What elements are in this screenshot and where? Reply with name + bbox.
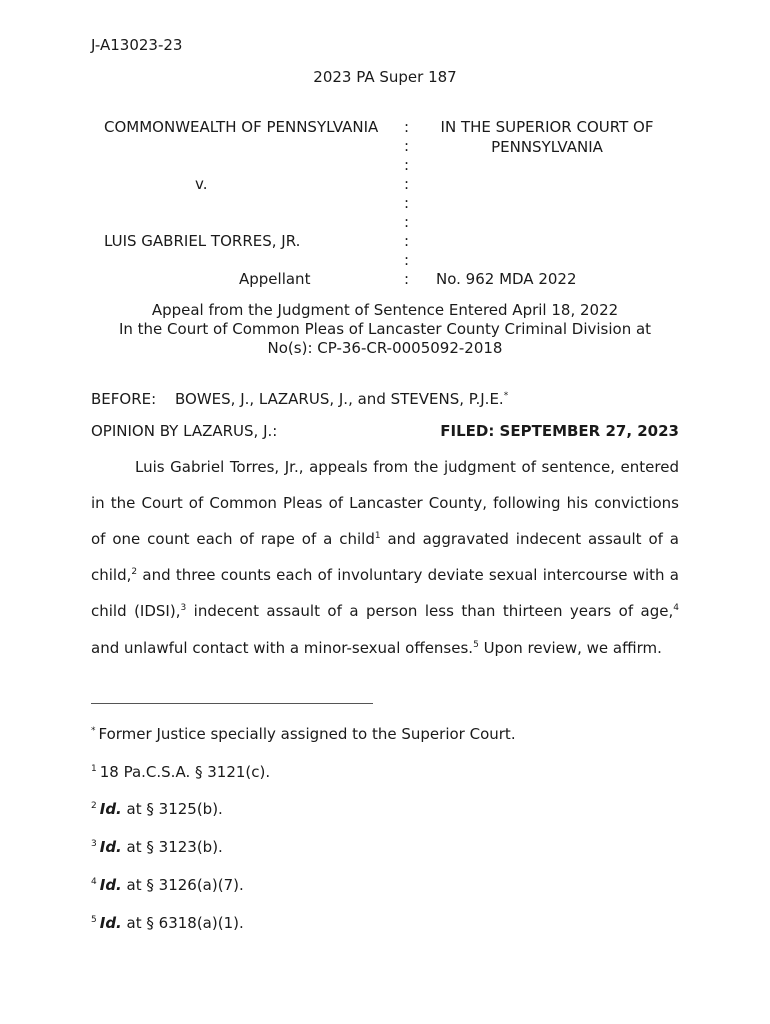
footnote: $^2$ Id. at § 3125(b). xyxy=(91,800,223,818)
caption-court-line1: IN THE SUPERIOR COURT OF xyxy=(440,118,654,136)
body-line: of one count each of rape of a child$^1$ and aggravated indecent assault of a xyxy=(91,530,679,548)
body-line: child,$^2$ and three counts each of involuntary deviate sexual intercourse with a xyxy=(91,566,679,584)
caption-colon: : xyxy=(404,251,410,269)
footnote: $^5$ Id. at § 6318(a)(1). xyxy=(91,914,244,932)
footnote-marker: * xyxy=(503,391,509,401)
judges-text: BOWES, J., LAZARUS, J., and STEVENS, P.J.E. xyxy=(175,390,504,408)
footnote-ref: 1 xyxy=(374,531,381,541)
caption-colon: : xyxy=(404,137,410,155)
footnote: $^1$ 18 Pa.C.S.A. § 3121(c). xyxy=(91,763,271,781)
before-label: BEFORE: xyxy=(91,390,157,408)
footnote: * Former Justice specially assigned to the Superior Court. xyxy=(91,725,516,743)
appeal-line1: Appeal from the Judgment of Sentence Entered April 18, 2022 xyxy=(151,301,619,319)
body-line: and unlawful contact with a minor-sexual offenses.$^5$ Upon review, we affirm. xyxy=(91,639,662,657)
appeal-line2: In the Court of Common Pleas of Lancaster County Criminal Division at xyxy=(118,320,652,338)
body-line: Luis Gabriel Torres, Jr., appeals from the judgment of sentence, entered xyxy=(135,458,679,476)
caption-versus: v. xyxy=(195,175,208,193)
footnote-separator xyxy=(91,703,373,704)
caption-colon: : xyxy=(404,213,410,231)
footnote-ref: 3 xyxy=(180,603,187,613)
caption-colon: : xyxy=(404,194,410,212)
opinion-author: OPINION BY LAZARUS, J.: xyxy=(91,422,278,440)
caption-colon: : xyxy=(404,175,410,193)
footnote: $^4$ Id. at § 3126(a)(7). xyxy=(91,876,244,894)
before-judges xyxy=(175,390,508,408)
caption-role: Appellant xyxy=(239,270,311,288)
caption-defendant: LUIS GABRIEL TORRES, JR. xyxy=(104,232,301,250)
docket-code: J-A13023-23 xyxy=(91,36,183,54)
footnote: $^3$ Id. at § 3123(b). xyxy=(91,838,223,856)
body-line: in the Court of Common Pleas of Lancaster County, following his convictions xyxy=(91,494,679,512)
body-line: child (IDSI),$^3$ indecent assault of a person less than thirteen years of age,$^4$ xyxy=(91,602,679,620)
appeal-line3: No(s): CP-36-CR-0005092-2018 xyxy=(267,339,503,357)
caption-colon: : xyxy=(404,156,410,174)
caption-left-party: COMMONWEALTH OF PENNSYLVANIA xyxy=(104,118,379,136)
footnote-ref: 4 xyxy=(673,603,679,613)
caption-court-line2: PENNSYLVANIA xyxy=(491,138,603,156)
caption-colon: : xyxy=(404,118,410,136)
filed-date: FILED: SEPTEMBER 27, 2023 xyxy=(440,422,679,440)
footnote-ref: 2 xyxy=(131,567,138,577)
caption-colon: : xyxy=(404,270,410,288)
footnote-ref: 5 xyxy=(473,640,479,650)
citation: 2023 PA Super 187 xyxy=(313,68,457,86)
caption-colon: : xyxy=(404,232,410,250)
docket-number: No. 962 MDA 2022 xyxy=(436,270,577,288)
